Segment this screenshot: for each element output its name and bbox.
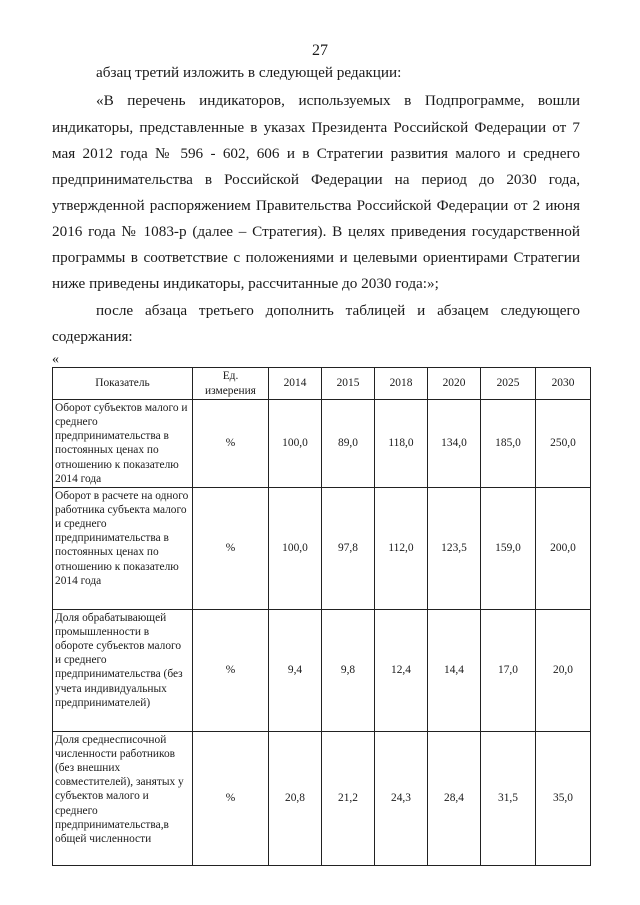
table-header-row: [53, 368, 591, 400]
value-cell: 100,0: [269, 487, 322, 609]
value-cell: 17,0: [481, 609, 536, 731]
header-unit: Ед. измерения: [193, 368, 269, 400]
table-row: [53, 400, 591, 488]
header-year-2025: 2025: [481, 368, 536, 400]
value-cell: 89,0: [322, 400, 375, 488]
value-cell: 159,0: [481, 487, 536, 609]
value-cell: 134,0: [428, 400, 481, 488]
value-cell: 200,0: [536, 487, 591, 609]
unit-cell: %: [193, 731, 269, 865]
indicator-name: Доля обрабатывающей промышленности в обороте субъектов малого и среднего предпринимательства (без учета индивидуальных предпринимателей): [53, 609, 193, 731]
header-year-2014: 2014: [269, 368, 322, 400]
header-year-2015: 2015: [322, 368, 375, 400]
table-row: [53, 731, 591, 865]
indicator-table: [52, 367, 591, 866]
unit-cell: %: [193, 609, 269, 731]
text-line-9: ниже приведены индикаторы, рассчитанные до 2030 года:»;: [52, 275, 439, 292]
indicator-name: Доля среднесписочной численности работников (без внешних совместителей), занятых у субъектов малого и среднего предпринимательства,в общей численности: [53, 731, 193, 865]
value-cell: 20,8: [269, 731, 322, 865]
value-cell: 97,8: [322, 487, 375, 609]
header-year-2018: 2018: [375, 368, 428, 400]
value-cell: 14,4: [428, 609, 481, 731]
value-cell: 28,4: [428, 731, 481, 865]
table-row: [53, 487, 591, 609]
value-cell: 12,4: [375, 609, 428, 731]
header-indicator: Показатель: [53, 368, 193, 400]
value-cell: 31,5: [481, 731, 536, 865]
value-cell: 9,8: [322, 609, 375, 731]
value-cell: 100,0: [269, 400, 322, 488]
text-line-8: программы в соответствие с положениями и целевыми ориентирами Стратегии: [52, 249, 580, 266]
value-cell: 20,0: [536, 609, 591, 731]
value-cell: 21,2: [322, 731, 375, 865]
value-cell: 185,0: [481, 400, 536, 488]
value-cell: 9,4: [269, 609, 322, 731]
text-line-6: утвержденной распоряжением Правительства Российской Федерации от 2 июня: [52, 197, 580, 214]
text-line-3: индикаторы, представленные в указах Президента Российской Федерации от 7: [52, 119, 580, 136]
table-row: [53, 609, 591, 731]
value-cell: 118,0: [375, 400, 428, 488]
opening-quote: «: [52, 352, 59, 367]
value-cell: 35,0: [536, 731, 591, 865]
text-line-10: после абзаца третьего дополнить таблицей и абзацем следующего: [96, 302, 580, 319]
value-cell: 112,0: [375, 487, 428, 609]
text-line-2: «В перечень индикаторов, используемых в Подпрограмме, вошли: [96, 92, 580, 109]
unit-cell: %: [193, 487, 269, 609]
text-line-7: 2016 года № 1083-р (далее – Стратегия). В целях приведения государственной: [52, 223, 580, 240]
text-line-11: содержания:: [52, 328, 133, 345]
header-year-2030: 2030: [536, 368, 591, 400]
header-year-2020: 2020: [428, 368, 481, 400]
unit-cell: %: [193, 400, 269, 488]
indicator-name: Оборот субъектов малого и среднего предпринимательства в постоянных ценах по отношению к показателю 2014 года: [53, 400, 193, 488]
value-cell: 123,5: [428, 487, 481, 609]
value-cell: 250,0: [536, 400, 591, 488]
text-line-5: предпринимательства в Российской Федерации на период до 2030 года,: [52, 171, 580, 188]
value-cell: 24,3: [375, 731, 428, 865]
indicator-name: Оборот в расчете на одного работника субъекта малого и среднего предпринимательства в постоянных ценах по отношению к показателю 2014 года: [53, 487, 193, 609]
page-number: 27: [312, 42, 328, 59]
text-line-1: абзац третий изложить в следующей редакции:: [96, 64, 402, 81]
text-line-4: мая 2012 года № 596 - 602, 606 и в Стратегии развития малого и среднего: [52, 145, 580, 162]
